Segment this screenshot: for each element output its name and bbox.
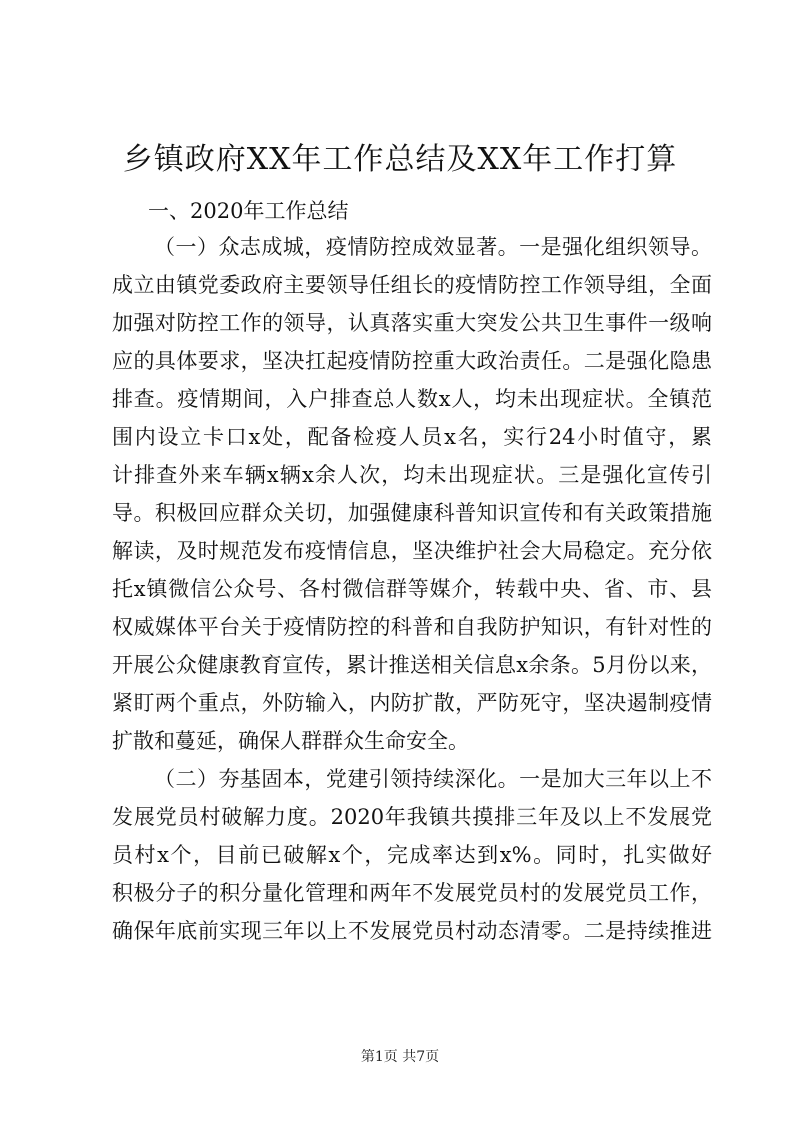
paragraph-line: 紧盯两个重点，外防输入，内防扩散，严防死守，坚决遏制疫情 bbox=[112, 691, 712, 715]
paragraph-line: 解读，及时规范发布疫情信息，坚决维护社会大局稳定。充分依 bbox=[112, 539, 712, 563]
paragraph-line: 确保年底前实现三年以上不发展党员村动态清零。二是持续推进 bbox=[112, 919, 712, 943]
paragraph-line: 开展公众健康教育宣传，累计推送相关信息x余条。5月份以来， bbox=[112, 653, 712, 677]
section-heading: 一、2020年工作总结 bbox=[148, 199, 349, 223]
paragraph-line: 加强对防控工作的领导，认真落实重大突发公共卫生事件一级响 bbox=[112, 311, 712, 335]
page-footer: 第1页 共7页 bbox=[360, 1049, 440, 1065]
paragraph-line: 发展党员村破解力度。2020年我镇共摸排三年及以上不发展党 bbox=[112, 805, 712, 829]
paragraph-line: 导。积极回应群众关切，加强健康科普知识宣传和有关政策措施 bbox=[112, 501, 712, 525]
paragraph-line: 应的具体要求，坚决扛起疫情防控重大政治责任。二是强化隐患 bbox=[112, 349, 712, 373]
document-title: 乡镇政府XX年工作总结及XX年工作打算 bbox=[122, 142, 678, 177]
paragraph-line: 扩散和蔓延，确保人群群众生命安全。 bbox=[112, 729, 469, 753]
paragraph-line: （一）众志成城，疫情防控成效显著。一是强化组织领导。 bbox=[154, 235, 712, 259]
paragraph-line: 权威媒体平台关于疫情防控的科普和自我防护知识，有针对性的 bbox=[112, 615, 712, 639]
paragraph-line: 计排查外来车辆x辆x余人次，均未出现症状。三是强化宣传引 bbox=[112, 463, 712, 487]
paragraph-line: 成立由镇党委政府主要领导任组长的疫情防控工作领导组，全面 bbox=[112, 273, 712, 297]
paragraph-line: 托x镇微信公众号、各村微信群等媒介，转载中央、省、市、县 bbox=[112, 577, 712, 601]
paragraph-line: 围内设立卡口x处，配备检疫人员x名，实行24小时值守，累 bbox=[112, 425, 712, 449]
paragraph-line: 排查。疫情期间，入户排查总人数x人，均未出现症状。全镇范 bbox=[112, 387, 712, 411]
paragraph-line: 积极分子的积分量化管理和两年不发展党员村的发展党员工作， bbox=[112, 881, 712, 905]
paragraph-line: 员村x个，目前已破解x个，完成率达到x%。同时，扎实做好 bbox=[112, 843, 712, 867]
paragraph-line: （二）夯基固本，党建引领持续深化。一是加大三年以上不 bbox=[154, 767, 712, 791]
